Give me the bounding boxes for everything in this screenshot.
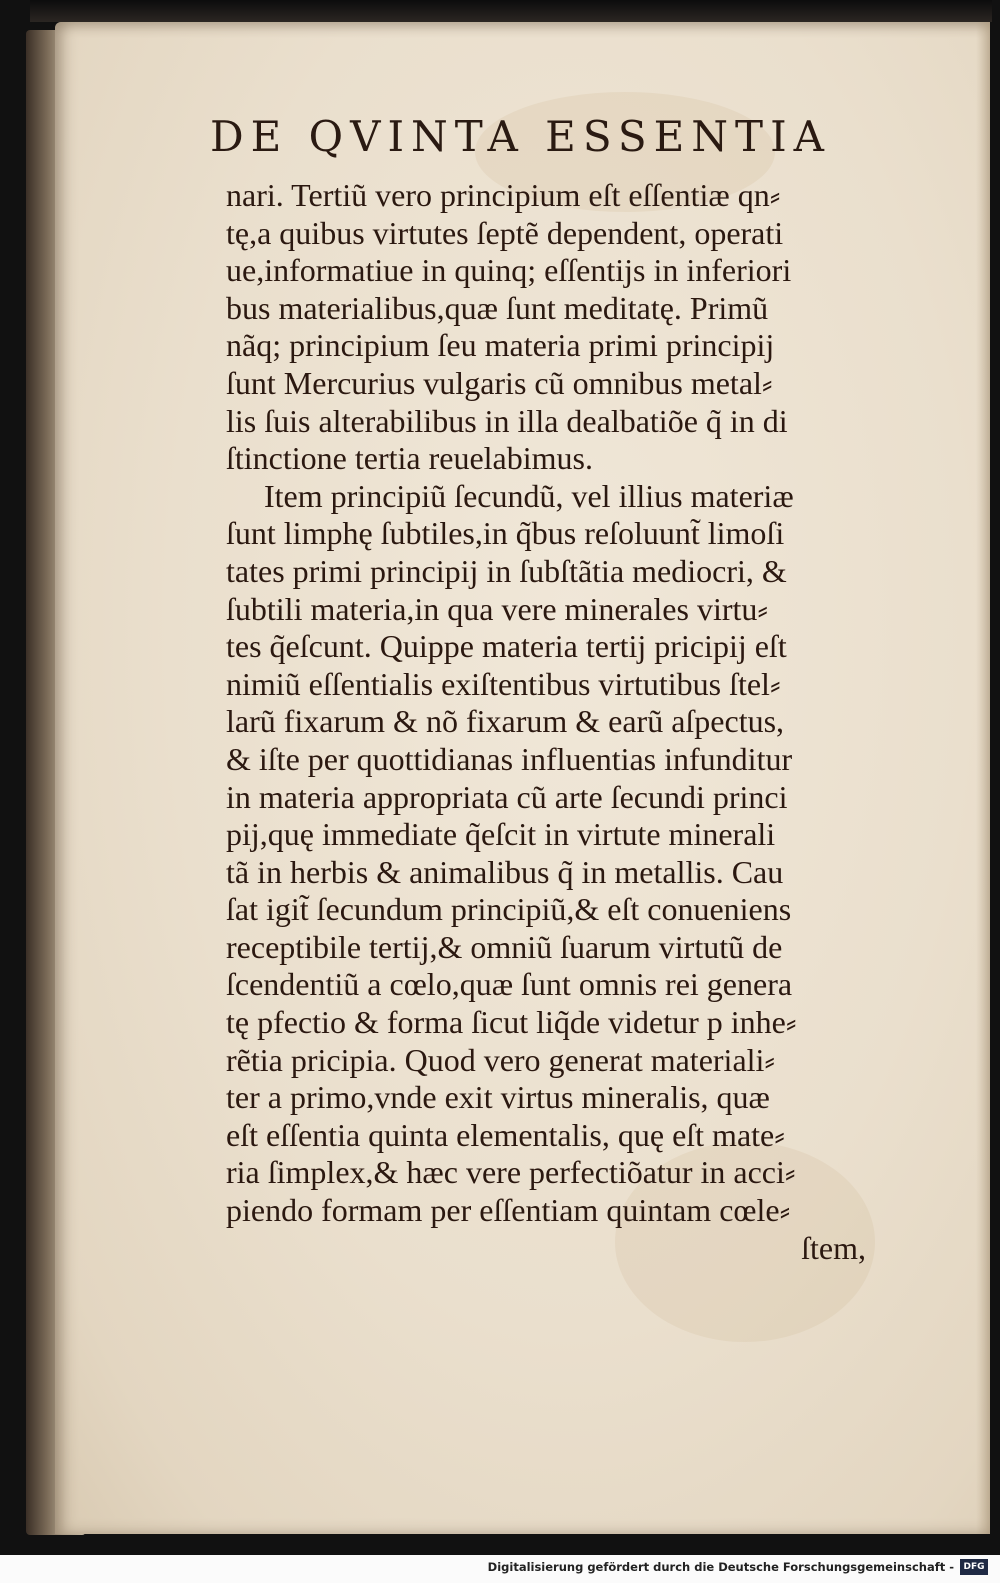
text-line: nãq; principium ſeu materia primi principij: [226, 327, 775, 364]
text-line: ter a primo,vnde exit virtus mineralis, quæ: [226, 1079, 770, 1116]
text-line: tã in herbis & animalibus q̃ in metallis. Cau: [226, 853, 784, 890]
text-line: tates primi principij in ſubſtãtia mediocri, &: [226, 552, 787, 589]
text-line: tę,a quibus virtutes ſeptẽ dependent, operati: [226, 214, 784, 251]
text-line: ſat igit̃ ſecundum principiũ,& eſt conueniens: [226, 891, 792, 928]
page-edge-shading: [976, 22, 990, 1534]
text-line: & iſte per quottidianas influentias infunditur: [226, 740, 793, 777]
text-line: ſubtili materia,in qua vere minerales virtu⸗: [226, 590, 769, 627]
running-header: DE QVINTA ESSENTIA: [210, 112, 831, 161]
paragraph-start-line: Item principiũ ſecundũ, vel illius materiæ: [264, 477, 794, 514]
text-line: tes q̃eſcunt. Quippe materia tertij pricipij eſt: [226, 628, 787, 665]
body-text: [226, 177, 886, 1267]
text-line: larũ fixarum & nõ fixarum & earũ aſpectus,: [226, 703, 785, 740]
text-line: eſt eſſentia quinta elementalis, quę eſt mate⸗: [226, 1116, 785, 1153]
text-line: ue,informatiue in quinq; eſſentijs in inferiori: [226, 252, 792, 289]
footer-bar: [0, 1555, 1000, 1583]
text-line: ria ſimplex,& hæc vere perfectiõatur in acci⸗: [226, 1154, 796, 1191]
text-line: rẽtia pricipia. Quod vero generat materiali⸗: [226, 1041, 776, 1078]
funding-credit: Digitalisierung gefördert durch die Deutsche Forschungsgemeinschaft -: [487, 1560, 954, 1574]
catchword: ſtem,: [801, 1229, 866, 1266]
text-line: piendo formam per eſſentiam quintam cœle⸗: [226, 1192, 791, 1229]
text-line: ſunt Mercurius vulgaris cũ omnibus metal⸗: [226, 364, 773, 401]
text-line: bus materialibus,quæ ſunt meditatę. Primũ: [226, 289, 769, 326]
text-line: lis ſuis alterabilibus in illa dealbatiõe q̃ in di: [226, 402, 788, 439]
scan-background-strip: [30, 0, 992, 22]
text-line: nimiũ eſſentialis exiſtentibus virtutibus ſtel⸗: [226, 665, 781, 702]
text-line: ſcendentiũ a cœlo,quæ ſunt omnis rei genera: [226, 966, 793, 1003]
dfg-logo: DFG: [960, 1559, 988, 1575]
text-line: tę pfectio & forma ſicut liq̃de videtur p inhe⸗: [226, 1004, 797, 1041]
text-line: ſtinctione tertia reuelabimus.: [226, 440, 593, 477]
text-line: nari. Tertiũ vero principium eſt eſſentiæ qn⸗: [226, 177, 781, 213]
text-line: ſunt limphę ſubtiles,in q̃bus reſoluunt̃ limoſi: [226, 515, 785, 552]
text-line: pij,quę immediate q̃eſcit in virtute minerali: [226, 816, 776, 853]
text-line: in materia appropriata cũ arte ſecundi princi: [226, 778, 788, 815]
text-line: receptibile tertij,& omniũ ſuarum virtutũ de: [226, 928, 783, 965]
